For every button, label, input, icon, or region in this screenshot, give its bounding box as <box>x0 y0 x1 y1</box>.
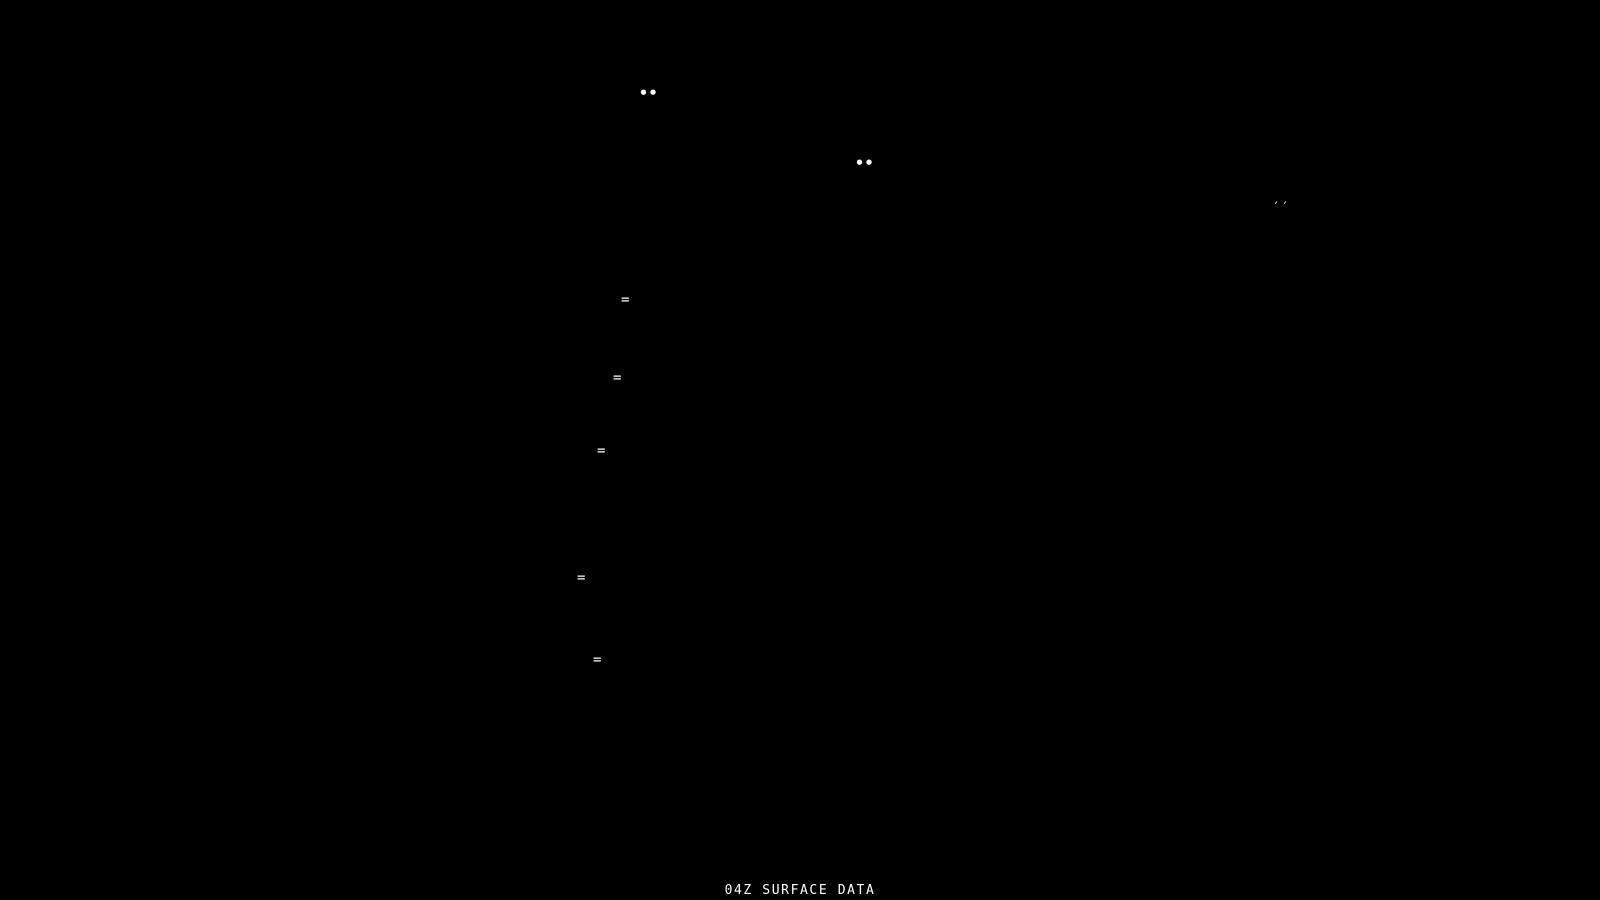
station-marker: = <box>597 443 606 459</box>
station-marker: •• <box>855 154 875 172</box>
station-marker: ′′ <box>1272 200 1290 216</box>
station-marker: = <box>613 370 622 386</box>
station-marker: = <box>621 292 630 308</box>
station-marker: = <box>593 652 602 668</box>
station-marker: = <box>577 570 586 586</box>
map-caption: 04Z SURFACE DATA <box>724 883 876 898</box>
station-marker: •• <box>639 84 659 102</box>
